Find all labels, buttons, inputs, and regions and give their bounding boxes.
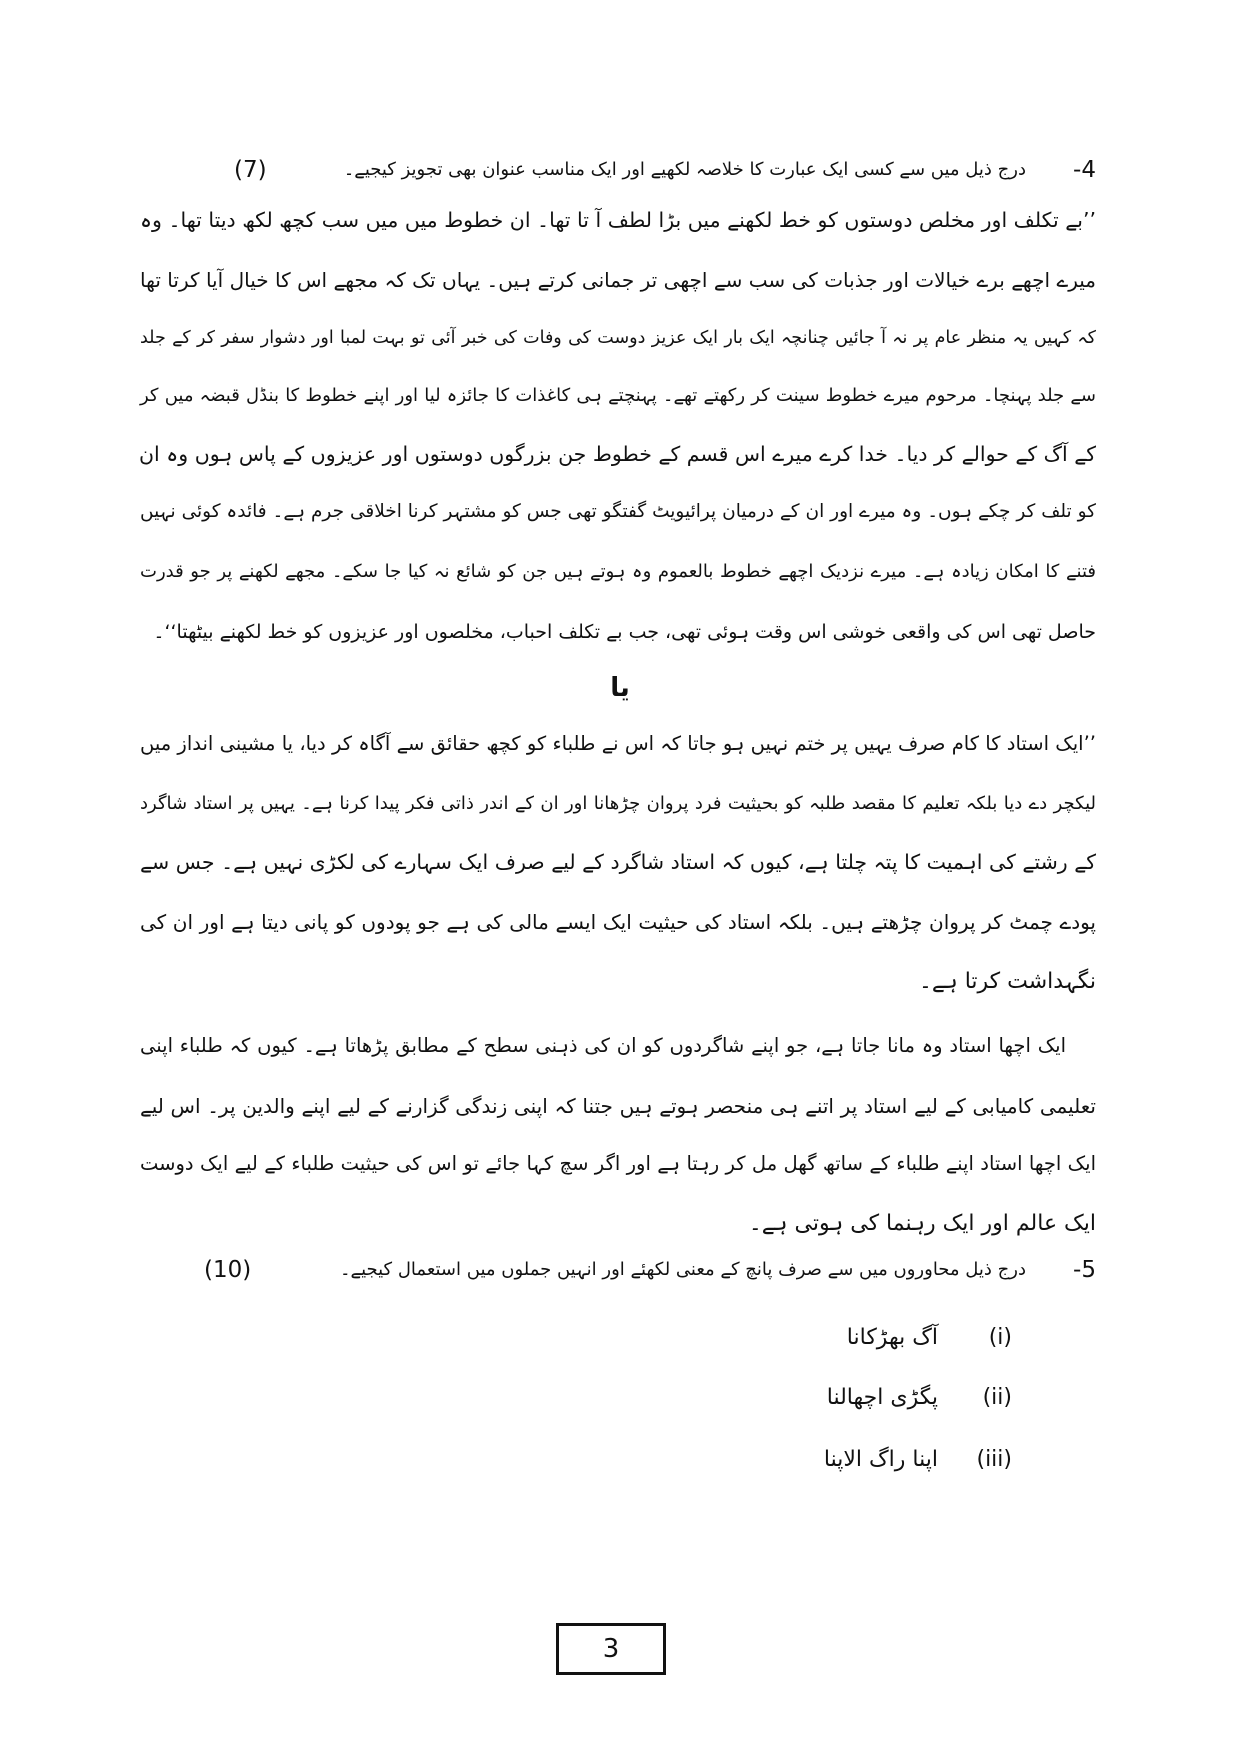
- passage-2-line: کے رشتے کی اہمیت کا پتہ چلتا ہے، کیوں کہ استاد شاگرد کے لیے صرف ایک سہارے کی لکڑی نہیں ہے۔ جس سے: [140, 850, 1096, 874]
- passage-3-line: تعلیمی کامیابی کے لیے استاد پر اتنے ہی منحصر ہوتے ہیں جتنا کہ اپنی زندگی گزارنے کے لیے اپنے والدین پر۔ اس لیے: [140, 1094, 1096, 1118]
- passage-2-line: لیکچر دے دیا بلکہ تعلیم کا مقصد طلبہ کو بحیثیت فرد پروان چڑھانا اور ان کے اندر ذاتی فکر پیدا کرنا ہے۔ یہیں پر استاد شاگرد: [140, 793, 1096, 814]
- idiom-number: (ii): [982, 1385, 1012, 1410]
- passage-2-line: نگہداشت کرتا ہے۔: [919, 969, 1096, 994]
- question-5-number: 5-: [1073, 1257, 1096, 1283]
- question-5-instruction: درج ذیل محاوروں میں سے صرف پانچ کے معنی لکھئے اور انہیں جملوں میں استعمال کیجیے۔: [339, 1259, 1026, 1280]
- passage-3-line: ایک عالم اور ایک رہنما کی ہوتی ہے۔: [748, 1211, 1096, 1236]
- or-separator: یا: [610, 673, 630, 703]
- question-4-number: 4-: [1073, 157, 1096, 183]
- idiom-text: پگڑی اچھالنا: [826, 1385, 938, 1410]
- idiom-number: (iii): [976, 1447, 1012, 1472]
- question-4-marks: (7): [234, 157, 267, 183]
- passage-1-line: کو تلف کر چکے ہوں۔ وہ میرے اور ان کے درمیان پرائیویٹ گفتگو تھی جس کو مشتہر کرنا اخلاقی جرم ہے۔ فائدہ کوئی نہیں: [140, 501, 1096, 522]
- passage-3-line: ایک اچھا استاد اپنے طلباء کے ساتھ گھل مل کر رہتا ہے اور اگر سچ کہا جائے تو اس کی حیثیت طلباء کے لیے ایک دوست: [140, 1152, 1096, 1175]
- question-5-marks: (10): [204, 1257, 252, 1283]
- idiom-text: آگ بھڑکانا: [846, 1325, 938, 1350]
- passage-1-line: حاصل تھی اس کی واقعی خوشی اس وقت ہوئی تھی، جب بے تکلف احباب، مخلصوں اور عزیزوں کو خط لکھنے بیٹھتا‘‘۔: [153, 621, 1096, 643]
- question-4-instruction: درج ذیل میں سے کسی ایک عبارت کا خلاصہ لکھیے اور ایک مناسب عنوان بھی تجویز کیجیے۔: [343, 159, 1026, 180]
- passage-1-line: فتنے کا امکان زیادہ ہے۔ میرے نزدیک اچھے خطوط بالعموم وہ ہوتے ہیں جن کو شائع نہ کیا جا سکے۔ مجھے لکھنے پر جو قدرت: [140, 561, 1096, 582]
- passage-3-line: ایک اچھا استاد وہ مانا جاتا ہے، جو اپنے شاگردوں کو ان کی ذہنی سطح کے مطابق پڑھاتا ہے۔ کیوں کہ طلباء اپنی: [140, 1034, 1066, 1057]
- idiom-item: [847, 1318, 1012, 1358]
- idiom-item: [824, 1440, 1012, 1480]
- passage-1-line: میرے اچھے برے خیالات اور جذبات کی سب سے اچھی تر جمانی کرتے ہیں۔ یہاں تک کہ مجھے اس کا خیال آیا کرتا تھا: [140, 268, 1096, 292]
- idiom-text: اپنا راگ الاپنا: [823, 1447, 938, 1472]
- question-4-heading: [140, 150, 1096, 190]
- passage-1-line: کہ کہیں یہ منظر عام پر نہ آ جائیں چنانچہ ایک بار ایک عزیز دوست کی وفات کی خبر آئی تو بہت لمبا اور دشوار سفر کر کے جلد: [140, 328, 1096, 348]
- idiom-item: [827, 1378, 1012, 1418]
- passage-2-line: پودے چمٹ کر پروان چڑھتے ہیں۔ بلکہ استاد کی حیثیت ایک ایسے مالی کی ہے جو پودوں کو پانی دیتا ہے اور ان کی: [140, 910, 1096, 934]
- passage-1-line: کے آگ کے حوالے کر دیا۔ خدا کرے میرے اس قسم کے خطوط جن بزرگوں دوستوں اور عزیزوں کے پاس ہوں وہ ان: [139, 442, 1096, 466]
- page-number: 3: [556, 1623, 666, 1675]
- passage-1-line: سے جلد پہنچا۔ مرحوم میرے خطوط سینت کر رکھتے تھے۔ پہنچتے ہی کاغذات کا جائزہ لیا اور اپنے خطوط کا بنڈل قبضہ میں کر: [140, 385, 1096, 406]
- passage-1-line: ’’بے تکلف اور مخلص دوستوں کو خط لکھنے میں بڑا لطف آ تا تھا۔ ان خطوط میں میں سب کچھ لکھ دیتا تھا۔ وہ: [140, 208, 1096, 232]
- idiom-number: (i): [988, 1325, 1012, 1350]
- passage-2-line: ’’ایک استاد کا کام صرف یہیں پر ختم نہیں ہو جاتا کہ اس نے طلباء کو کچھ حقائق سے آگاہ کر دیا، یا مشینی انداز میں: [140, 732, 1096, 755]
- question-5-heading: [140, 1250, 1096, 1290]
